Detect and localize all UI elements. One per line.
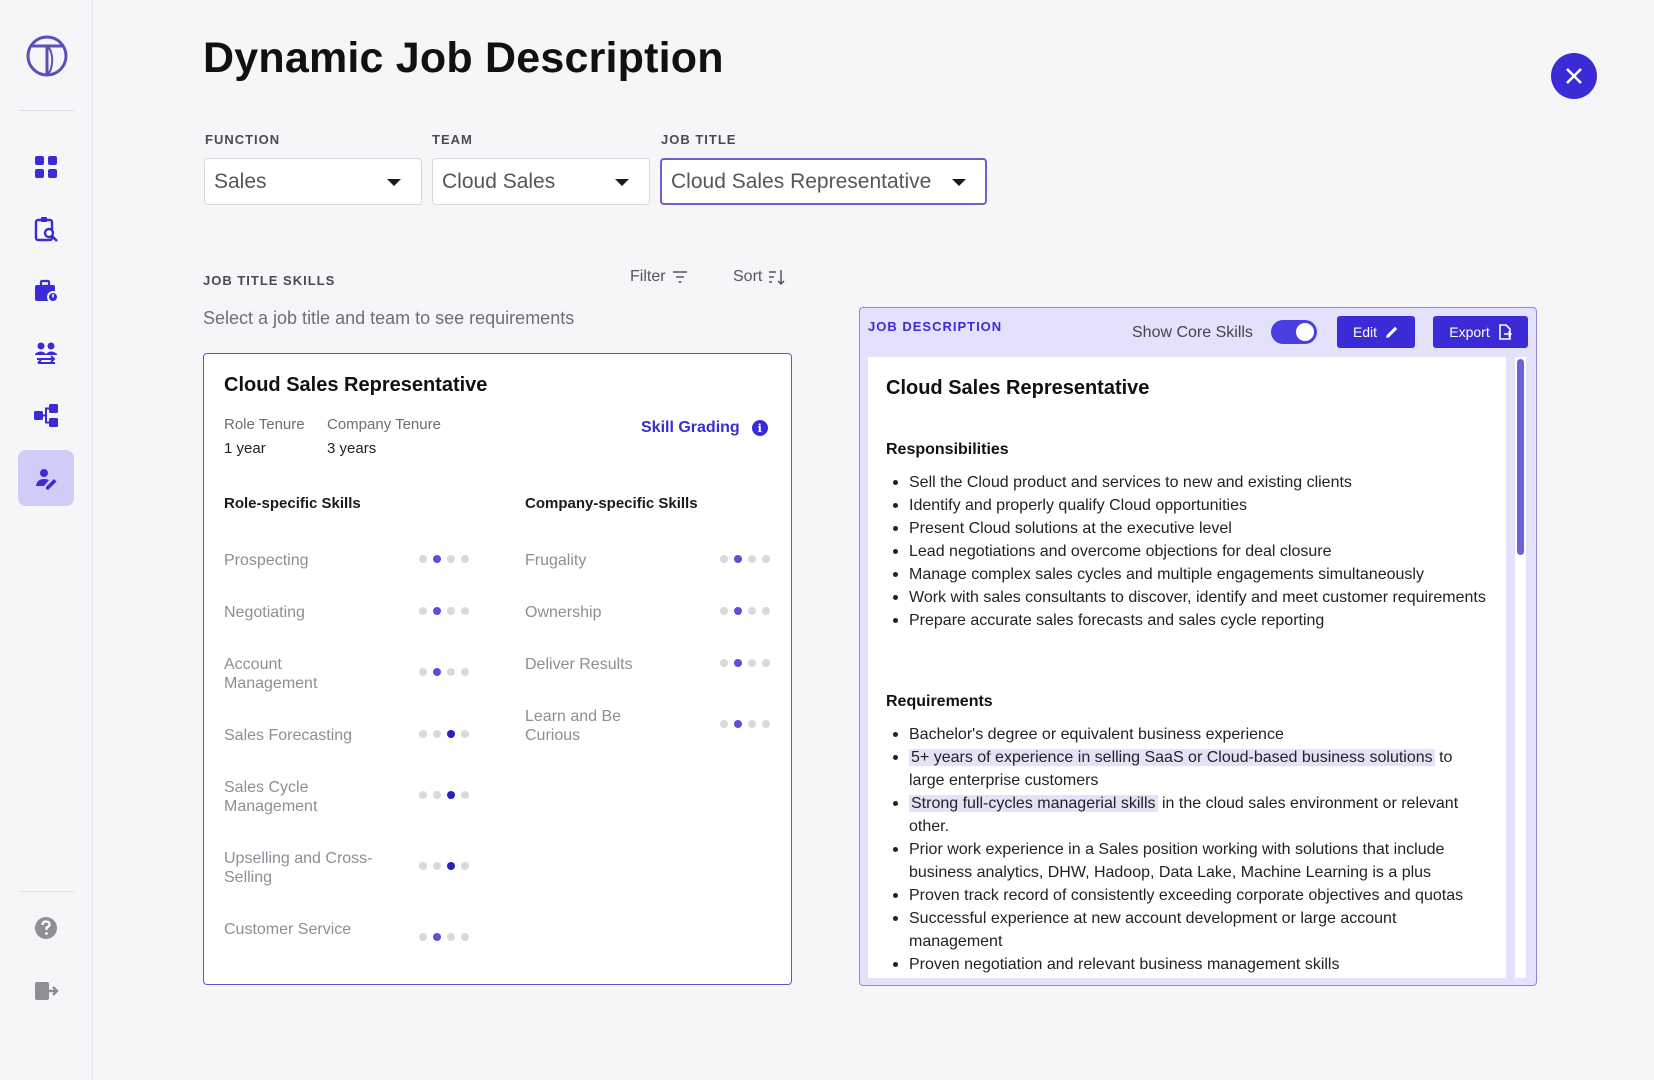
- skill-level-dot: [433, 730, 441, 738]
- skill-level-dot: [762, 555, 770, 563]
- skill-level-dots: [419, 933, 469, 941]
- team-value: Cloud Sales: [442, 169, 556, 193]
- close-icon: [1565, 67, 1583, 85]
- logout-icon: [32, 977, 60, 1005]
- skill-level-dot: [447, 730, 455, 738]
- skill-level-dot: [762, 607, 770, 615]
- grid-icon: [32, 153, 60, 181]
- skill-level-dot: [419, 555, 427, 563]
- skill-level-dots: [720, 659, 770, 667]
- skill-level-dot: [433, 862, 441, 870]
- list-item: Manage complex sales cycles and multiple engagements simultaneously: [886, 563, 1486, 586]
- skill-level-dot: [433, 555, 441, 563]
- requirement-text: in the cloud sales environment or relevant other.: [909, 795, 1459, 835]
- skill-name: Learn and Be Curious: [525, 708, 622, 744]
- job-title-select[interactable]: [660, 158, 987, 205]
- skill-level-dot: [419, 668, 427, 676]
- sidebar-item-help[interactable]: [18, 900, 74, 956]
- sidebar-item-org-chart[interactable]: [18, 387, 74, 443]
- list-item: [886, 746, 1486, 792]
- requirement-text: Prior work experience in a Sales position working with solutions that include business analytics, DHW, Hadoop, Data Lake, Machine Learning is a plus: [909, 841, 1445, 881]
- function-label: FUNCTION: [205, 132, 281, 147]
- skill-level-dot: [734, 659, 742, 667]
- list-item: [886, 907, 1486, 953]
- skill-name: Customer Service: [224, 921, 352, 938]
- sidebar-item-job-description[interactable]: [18, 450, 74, 506]
- briefcase-icon: [32, 277, 60, 305]
- export-button[interactable]: [1433, 316, 1528, 348]
- sidebar-item-jobs[interactable]: [18, 263, 74, 319]
- document-title: Cloud Sales Representative: [886, 377, 1150, 399]
- chevron-down-icon: [387, 179, 401, 186]
- skill-name: Upselling and Cross-Selling: [224, 850, 373, 886]
- sort-button[interactable]: [733, 268, 786, 286]
- skill-level-dot: [433, 607, 441, 615]
- person-edit-icon: [32, 464, 60, 492]
- skill-level-dot: [734, 720, 742, 728]
- skill-level-dot: [720, 555, 728, 563]
- skill-level-dot: [461, 555, 469, 563]
- requirement-text: to large enterprise customers: [909, 749, 1453, 789]
- skill-level-dot: [419, 933, 427, 941]
- show-core-skills-toggle[interactable]: [1271, 320, 1317, 344]
- team-label: TEAM: [432, 132, 473, 147]
- list-item: Lead negotiations and overcome objections for deal closure: [886, 540, 1486, 563]
- skill-level-dots: [419, 668, 469, 676]
- requirements-list: [886, 723, 1486, 976]
- export-label: Export: [1449, 324, 1490, 340]
- pencil-icon: [1385, 325, 1399, 339]
- core-skill-highlight: Strong full-cycles managerial skills: [911, 795, 1156, 812]
- job-description-label: JOB DESCRIPTION: [868, 319, 1003, 334]
- skill-card: [203, 353, 792, 985]
- role-skills-heading: Role-specific Skills: [224, 495, 361, 512]
- skill-level-dot: [762, 720, 770, 728]
- show-core-skills-label: Show Core Skills: [1132, 324, 1253, 341]
- skill-level-dots: [720, 720, 770, 728]
- company-tenure-label: Company Tenure: [327, 416, 441, 433]
- skill-level-dot: [720, 720, 728, 728]
- skill-level-dot: [461, 933, 469, 941]
- list-item: Present Cloud solutions at the executive level: [886, 517, 1486, 540]
- responsibilities-heading: Responsibilities: [886, 441, 1009, 458]
- list-item: Identify and properly qualify Cloud opportunities: [886, 494, 1486, 517]
- skill-name: Deliver Results: [525, 656, 633, 673]
- job-title-label: JOB TITLE: [661, 132, 737, 147]
- skill-level-dots: [419, 862, 469, 870]
- skill-grading-label: Skill Grading: [641, 419, 740, 436]
- skills-section-label: JOB TITLE SKILLS: [203, 273, 336, 288]
- sort-label: Sort: [733, 268, 763, 285]
- filter-icon: [672, 270, 688, 284]
- filter-button[interactable]: [630, 268, 688, 286]
- skill-name: Frugality: [525, 552, 587, 569]
- list-item: Sell the Cloud product and services to new and existing clients: [886, 471, 1486, 494]
- skill-level-dot: [461, 730, 469, 738]
- skill-name: Sales Forecasting: [224, 727, 353, 744]
- list-item: Work with sales consultants to discover, identify and meet customer requirements: [886, 586, 1486, 609]
- info-icon[interactable]: i: [752, 420, 768, 436]
- sidebar-item-logout[interactable]: [18, 963, 74, 1019]
- skill-level-dot: [762, 659, 770, 667]
- skill-level-dots: [419, 555, 469, 563]
- list-item: Prepare accurate sales forecasts and sales cycle reporting: [886, 609, 1486, 632]
- chevron-down-icon: [952, 179, 966, 186]
- chevron-down-icon: [615, 179, 629, 186]
- filter-label: Filter: [630, 268, 666, 285]
- close-button[interactable]: [1551, 53, 1597, 99]
- skill-level-dot: [419, 862, 427, 870]
- scrollbar-thumb[interactable]: [1517, 359, 1524, 555]
- skill-level-dot: [419, 791, 427, 799]
- team-select[interactable]: [432, 158, 650, 205]
- requirement-text: Proven negotiation and relevant business management skills: [909, 956, 1340, 973]
- sidebar-divider: [19, 891, 75, 892]
- skill-level-dot: [461, 791, 469, 799]
- skills-hint: Select a job title and team to see requirements: [203, 308, 575, 328]
- app-logo[interactable]: [24, 33, 70, 79]
- core-skill-highlight: 5+ years of experience in selling SaaS or Cloud-based business solutions: [911, 749, 1433, 766]
- job-title-value: Cloud Sales Representative: [671, 169, 932, 193]
- sidebar: [0, 0, 93, 1080]
- people-swap-icon: [32, 339, 60, 367]
- requirement-text: Bachelor's degree or equivalent business experience: [909, 726, 1284, 743]
- skill-level-dot: [461, 668, 469, 676]
- job-description-panel: [859, 307, 1537, 986]
- skill-name: Ownership: [525, 604, 602, 621]
- edit-label: Edit: [1352, 324, 1378, 340]
- skill-level-dot: [447, 933, 455, 941]
- skill-level-dot: [461, 862, 469, 870]
- list-item: [886, 953, 1486, 976]
- skill-level-dots: [419, 607, 469, 615]
- company-skills-heading: Company-specific Skills: [525, 495, 698, 512]
- skill-level-dot: [748, 659, 756, 667]
- skill-level-dot: [419, 730, 427, 738]
- sidebar-item-review[interactable]: [18, 201, 74, 257]
- skill-level-dot: [748, 607, 756, 615]
- responsibilities-list: [886, 471, 1486, 632]
- toggle-knob: [1296, 323, 1314, 341]
- skill-level-dot: [433, 668, 441, 676]
- org-chart-icon: [32, 401, 60, 429]
- role-tenure-label: Role Tenure: [224, 416, 305, 433]
- skill-level-dot: [720, 607, 728, 615]
- skill-level-dot: [447, 555, 455, 563]
- skill-name: Prospecting: [224, 552, 309, 569]
- requirement-text: Proven track record of consistently exceeding corporate objectives and quotas: [909, 887, 1464, 904]
- list-item: [886, 792, 1486, 838]
- skill-name: Sales Cycle Management: [224, 779, 318, 815]
- help-icon: [32, 914, 60, 942]
- skill-level-dots: [720, 607, 770, 615]
- list-item: [886, 838, 1486, 884]
- skill-level-dots: [419, 730, 469, 738]
- requirement-text: Successful experience at new account development or large account management: [909, 910, 1397, 950]
- skill-level-dot: [447, 862, 455, 870]
- export-file-icon: [1498, 324, 1512, 340]
- skill-level-dot: [433, 933, 441, 941]
- skill-level-dot: [447, 791, 455, 799]
- skill-name: Negotiating: [224, 604, 305, 621]
- skill-level-dot: [720, 659, 728, 667]
- job-description-document[interactable]: [868, 357, 1506, 978]
- sidebar-item-people[interactable]: [18, 325, 74, 381]
- sidebar-item-dashboard[interactable]: [18, 139, 74, 195]
- skill-level-dot: [447, 668, 455, 676]
- skill-level-dot: [748, 555, 756, 563]
- skill-name: Account Management: [224, 656, 318, 692]
- page-title: Dynamic Job Description: [203, 34, 724, 82]
- skill-level-dot: [447, 607, 455, 615]
- sort-icon: [768, 269, 786, 285]
- role-tenure-value: 1 year: [224, 440, 266, 457]
- function-value: Sales: [214, 169, 267, 193]
- skill-level-dot: [461, 607, 469, 615]
- company-tenure-value: 3 years: [327, 440, 377, 457]
- skill-level-dot: [734, 607, 742, 615]
- skill-level-dots: [720, 555, 770, 563]
- skill-level-dot: [748, 720, 756, 728]
- skill-level-dot: [419, 607, 427, 615]
- requirements-heading: Requirements: [886, 693, 993, 710]
- skill-grading-button[interactable]: [641, 419, 768, 437]
- list-item: [886, 723, 1486, 746]
- list-item: [886, 884, 1486, 907]
- skill-card-title: Cloud Sales Representative: [224, 374, 488, 396]
- skill-level-dots: [419, 791, 469, 799]
- clipboard-search-icon: [32, 215, 60, 243]
- sidebar-divider: [19, 110, 75, 111]
- skill-level-dot: [433, 791, 441, 799]
- function-select[interactable]: [204, 158, 422, 205]
- skill-level-dot: [734, 555, 742, 563]
- edit-button[interactable]: [1337, 316, 1415, 348]
- document-scrollbar[interactable]: [1515, 357, 1526, 978]
